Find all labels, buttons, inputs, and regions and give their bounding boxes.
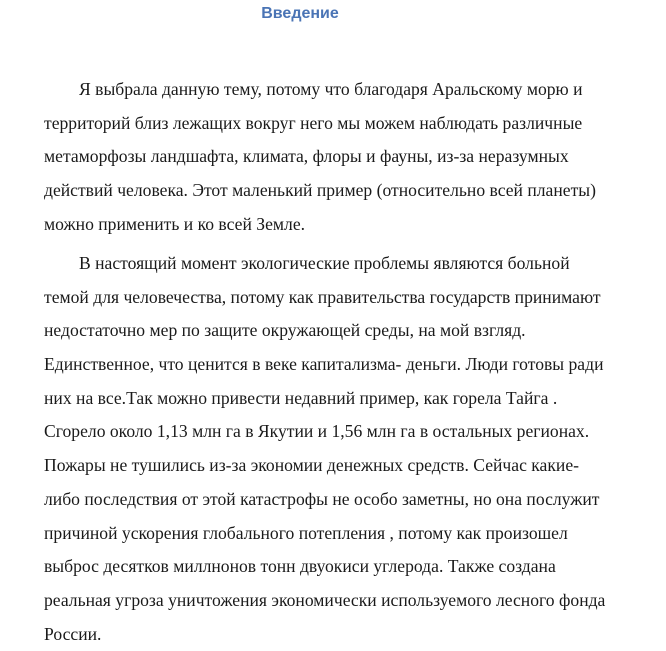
text-line: темой для человечества, потому как правительства государств принимают [44,286,601,307]
text-line: выброс десятков миллнонов тонн двуокиси углерода. Также создана [44,556,556,577]
text-line: либо последствия от этой катастрофы не особо заметны, но она послужит [44,488,600,509]
text-line: В настоящий момент экологические проблемы являются больной [79,253,570,273]
text-line: Я выбрала данную тему, потому что благодаря Аральскому морю и [79,79,583,99]
text-line: Сгорело около 1,13 млн га в Якутии и 1,56 млн га в остальных регионах. [44,421,590,442]
text-line: Единственное, что ценится в веке капитализма- деньги. Люди готовы ради [44,354,604,375]
text-line: действий человека. Этот маленький пример (относительно всей планеты) [44,180,596,201]
text-line: причиной ускорения глобального потепления , потому как произошел [44,522,568,543]
text-line: недостаточно мер по защите окружающей среды, на мой взгляд. [44,320,526,341]
document-heading: Введение [261,5,339,22]
text-line: метаморфозы ландшафта, климата, флоры и фауны, из-за неразумных [44,146,569,167]
text-line: можно применить и ко всей Земле. [44,213,306,234]
text-line: реальная угроза уничтожения экономически используемого лесного фонда [44,589,606,610]
text-line: территорий близ лежащих вокруг него мы можем наблюдать различные [44,112,583,133]
text-line: Пожары не тушились из-за экономии денежных средств. Сейчас какие- [44,455,580,476]
text-line: России. [44,623,102,644]
paragraph-ecology [44,247,605,651]
text-line: них на все.Так можно привести недавний пример, как горела Тайга . [44,387,558,408]
paragraph-intro [44,73,596,241]
